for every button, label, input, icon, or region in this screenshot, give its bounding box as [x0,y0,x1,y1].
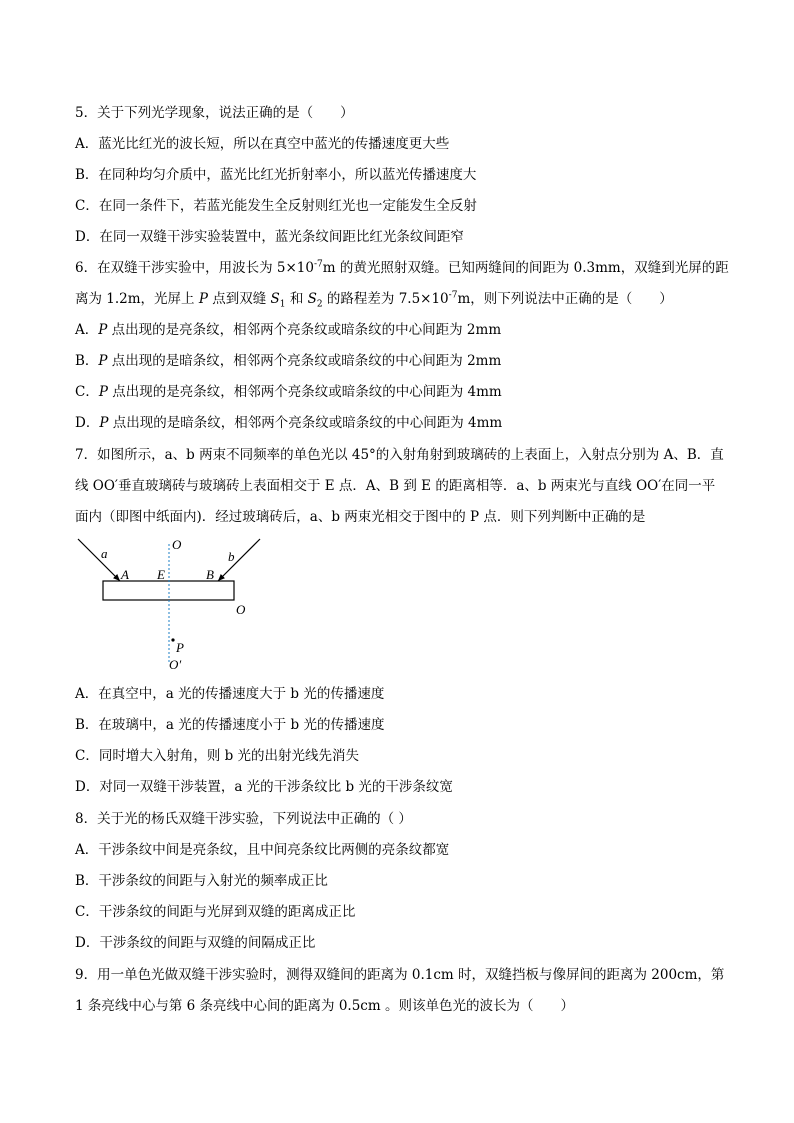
q8-option-b: B．干涉条纹的间距与入射光的频率成正比 [75,873,328,889]
q8-option-d: D．干涉条纹的间距与双缝的间隔成正比 [75,935,316,951]
q5-option-c: C．在同一条件下，若蓝光能发生全反射则红光也一定能发生全反射 [75,198,477,214]
q9-stem-line1: 9．用一单色光做双缝干涉实验时，测得双缝间的距离为 0.1cm 时，双缝挡板与像屏间的距离为 200cm，第 [75,967,725,983]
q8-option-c: C．干涉条纹的间距与光屏到双缝的距离成正比 [75,904,356,920]
glass-block-diagram [70,534,270,674]
q6-option-b: B．P 点出现的是暗条纹，相邻两个亮条纹或暗条纹的中心间距为 2mm [75,353,502,369]
label-o-prime: O′ [169,657,182,672]
q6-option-d: D．P 点出现的是暗条纹，相邻两个亮条纹或暗条纹的中心间距为 4mm [75,415,503,431]
q7-option-d: D．对同一双缝干涉装置，a 光的干涉条纹比 b 光的干涉条纹宽 [75,779,453,795]
ray-b [218,539,260,581]
q6-stem-line1: 6．在双缝干涉实验中，用波长为 $5\times 10^{-7}m$ 的黄光照射双缝。已知两缝间的间距为 0.3mm，双缝到光屏的距 [75,259,729,276]
q7-stem-line2: 线 OO′垂直玻璃砖与玻璃砖上表面相交于 E 点．A、B 到 E 的距离相等．a、b 两束光与直线 OO′在同一平 [75,478,716,494]
q7-option-c: C．同时增大入射角，则 b 光的出射光线先消失 [75,748,360,764]
q5-option-d: D．在同一双缝干涉实验装置中，蓝光条纹间距比红光条纹间距窄 [75,229,464,245]
q7-stem-line3: 面内（即图中纸面内)．经过玻璃砖后，a、b 两束光相交于图中的 P 点．则下列判断中正确的是 [75,509,646,525]
q7-stem-line1: 7．如图所示，a、b 两束不同频率的单色光以 45°的入射角射到玻璃砖的上表面上，入射点分别为 A、B．直 [75,447,724,463]
q8-stem: 8．关于光的杨氏双缝干涉实验，下列说法中正确的（ ） [75,811,412,827]
point-p [171,638,174,641]
label-b: b [228,549,235,564]
q5-option-a: A．蓝光比红光的波长短，所以在真空中蓝光的传播速度更大些 [75,136,450,152]
label-a: a [101,546,108,561]
q6-stem-line2: 离为 1.2m，光屏上 P 点到双缝 $S_1$ 和 $S_2$ 的路程差为 $7.5\times 10^{-7}m$，则下列说法中正确的是（ ） [75,290,673,310]
label-E: E [157,567,165,582]
ray-a [78,539,120,581]
label-o-right: O [236,602,246,617]
q9-stem-line2: 1 条亮线中心与第 6 条亮线中心间的距离为 0.5cm 。则该单色光的波长为（ ） [75,998,574,1014]
q7-option-a: A．在真空中，a 光的传播速度大于 b 光的传播速度 [75,686,385,702]
label-A: A [121,567,129,582]
label-o-top: O [172,537,182,552]
q5-option-b: B．在同种均匀介质中，蓝光比红光折射率小，所以蓝光传播速度大 [75,167,477,183]
label-B: B [206,567,214,582]
label-P: P [176,640,184,655]
q6-option-c: C．P 点出现的是亮条纹，相邻两个亮条纹或暗条纹的中心间距为 4mm [75,384,502,400]
q5-stem: 5．关于下列光学现象，说法正确的是（ ） [75,105,354,121]
q8-option-a: A．干涉条纹中间是亮条纹，且中间亮条纹比两侧的亮条纹都宽 [75,842,450,858]
q6-option-a: A．P 点出现的是亮条纹，相邻两个亮条纹或暗条纹的中心间距为 2mm [75,322,502,338]
q7-option-b: B．在玻璃中，a 光的传播速度小于 b 光的传播速度 [75,717,385,733]
